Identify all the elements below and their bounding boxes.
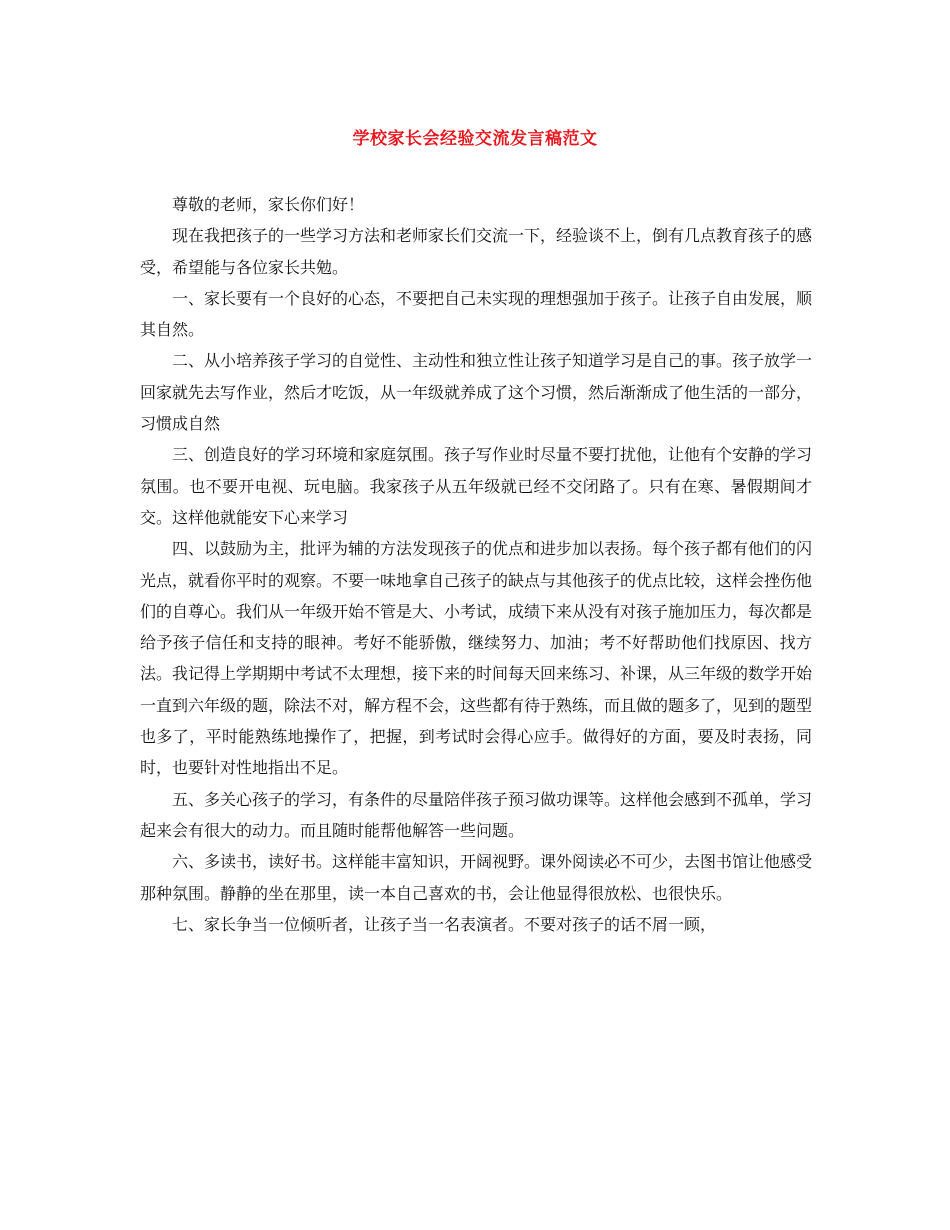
paragraph-point-5: 五、多关心孩子的学习，有条件的尽量陪伴孩子预习做功课等。这样他会感到不孤单，学习起来会有很大的动力。而且随时能帮他解答一些问题。 [140,789,813,840]
document-title: 学校家长会经验交流发言稿范文 [352,129,598,149]
paragraph-point-7: 七、家长争当一位倾听者，让孩子当一名表演者。不要对孩子的话不屑一顾， [172,914,717,934]
document-body [140,189,812,940]
paragraph-point-4: 四、以鼓励为主，批评为辅的方法发现孩子的优点和进步加以表扬。每个孩子都有他们的闪光点，就看你平时的观察。不要一味地拿自己孩子的缺点与其他孩子的优点比较，这样会挫伤他们的自尊心。我们从一年级开始不管是大、小考试，成绩下来从没有对孩子施加压力，每次都是给予孩子信任和支持的眼神。考好不能骄傲，继续努力、加油；考不好帮助他们找原因、找方法。我记得上学期期中考试不太理想，接下来的时间每天回来练习、补课，从三年级的数学开始一直到六年级的题，除法不对，解方程不会，这些都有待于熟练，而且做的题多了，见到的题型也多了，平时能熟练地操作了，把握，到考试时会得心应手。做得好的方面，要及时表扬，同时，也要针对性地指出不足。 [140,539,813,778]
paragraph-point-1: 一、家长要有一个良好的心态，不要把自己未实现的理想强加于孩子。让孩子自由发展，顺其自然。 [140,288,813,340]
paragraph-intro: 现在我把孩子的一些学习方法和老师家长们交流一下，经验谈不上，倒有几点教育孩子的感受，希望能与各位家长共勉。 [140,226,813,277]
paragraph-greeting: 尊敬的老师，家长你们好！ [172,195,365,214]
paragraph-point-6: 六、多读书，读好书。这样能丰富知识，开阔视野。课外阅读必不可少，去图书馆让他感受那种氛围。静静的坐在那里，读一本自己喜欢的书，会让他显得很放松、也很快乐。 [140,852,813,903]
paragraph-point-3: 三、创造良好的学习环境和家庭氛围。孩子写作业时尽量不要打扰他，让他有个安静的学习氛围。也不要开电视、玩电脑。我家孩子从五年级就已经不交闭路了。只有在寒、暑假期间才交。这样他就能安下心来学习 [140,445,813,527]
paragraph-point-2: 二、从小培养孩子学习的自觉性、主动性和独立性让孩子知道学习是自己的事。孩子放学一回家就先去写作业，然后才吃饭，从一年级就养成了这个习惯，然后渐渐成了他生活的一部分，习惯成自然 [140,351,813,434]
